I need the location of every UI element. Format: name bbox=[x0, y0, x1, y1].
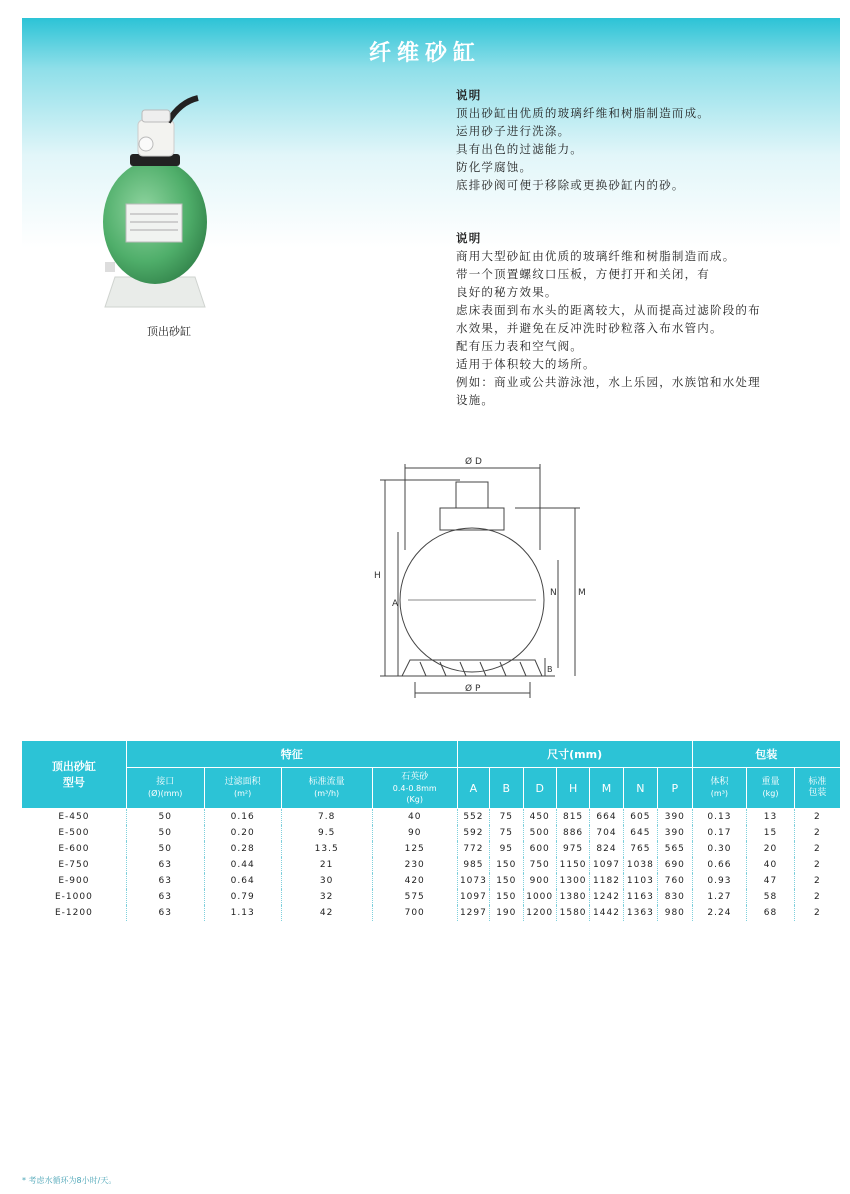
dim-label-b: B bbox=[547, 665, 553, 674]
table-cell: 150 bbox=[490, 873, 523, 889]
sub-header-label: M bbox=[601, 781, 612, 795]
table-cell: 1163 bbox=[623, 889, 657, 905]
table-sub-header bbox=[794, 768, 840, 809]
description-line: 具有出色的过滤能力。 bbox=[456, 142, 583, 156]
description-line: 底排砂阀可便于移除或更换砂缸内的砂。 bbox=[456, 178, 685, 192]
table-cell: 1580 bbox=[556, 905, 589, 921]
table-cell: 95 bbox=[490, 841, 523, 857]
table-cell: 1000 bbox=[523, 889, 556, 905]
table-sub-header bbox=[692, 768, 747, 809]
table-sub-header bbox=[457, 768, 489, 809]
table-cell: 40 bbox=[372, 809, 457, 826]
sub-header-label: 过滤面积 bbox=[224, 777, 261, 787]
sub-header-label: A bbox=[469, 781, 478, 795]
table-cell: 830 bbox=[658, 889, 693, 905]
model-cell: E-450 bbox=[22, 809, 126, 826]
table-cell: 190 bbox=[490, 905, 523, 921]
description-line: 例如：商业或公共游泳池，水上乐园，水族馆和水处理 bbox=[456, 375, 761, 389]
table-sub-header bbox=[590, 768, 623, 809]
table-cell: 0.64 bbox=[204, 873, 281, 889]
table-cell: 0.28 bbox=[204, 841, 281, 857]
table-cell: 63 bbox=[126, 857, 204, 873]
table-sub-header bbox=[523, 768, 556, 809]
table-cell: 575 bbox=[372, 889, 457, 905]
table-sub-header-row bbox=[22, 768, 840, 809]
table-cell: 1200 bbox=[523, 905, 556, 921]
table-cell: 500 bbox=[523, 825, 556, 841]
table-cell: 30 bbox=[281, 873, 372, 889]
table-cell: 0.93 bbox=[692, 873, 747, 889]
sub-header-label: D bbox=[535, 781, 544, 795]
table-cell: 150 bbox=[490, 889, 523, 905]
table-sub-header bbox=[658, 768, 693, 809]
table-cell: 1363 bbox=[623, 905, 657, 921]
table-sub-header bbox=[372, 768, 457, 809]
table-cell: 1.13 bbox=[204, 905, 281, 921]
table-cell: 0.66 bbox=[692, 857, 747, 873]
table-cell: 0.44 bbox=[204, 857, 281, 873]
table-cell: 1097 bbox=[590, 857, 623, 873]
table-cell: 230 bbox=[372, 857, 457, 873]
sand-filter-product-image bbox=[100, 92, 210, 310]
table-cell: 1073 bbox=[457, 873, 489, 889]
table-cell: 600 bbox=[523, 841, 556, 857]
table-cell: 0.20 bbox=[204, 825, 281, 841]
table-cell: 815 bbox=[556, 809, 589, 826]
table-cell: 2 bbox=[814, 812, 821, 822]
table-cell: 1380 bbox=[556, 889, 589, 905]
table-cell: 390 bbox=[658, 809, 693, 826]
table-cell: 2 bbox=[814, 892, 821, 902]
dimension-drawing bbox=[360, 450, 600, 700]
table-cell: 15 bbox=[747, 825, 795, 841]
table-cell: 760 bbox=[658, 873, 693, 889]
table-cell: 975 bbox=[556, 841, 589, 857]
col-group-features: 特征 bbox=[126, 741, 457, 768]
dim-label-a: A bbox=[392, 599, 399, 609]
table-cell: 592 bbox=[457, 825, 489, 841]
table-sub-header bbox=[623, 768, 657, 809]
description-line: 适用于体积较大的场所。 bbox=[456, 357, 596, 371]
table-cell: 980 bbox=[658, 905, 693, 921]
table-cell: 1442 bbox=[590, 905, 623, 921]
table-cell: 1300 bbox=[556, 873, 589, 889]
table-cell: 690 bbox=[658, 857, 693, 873]
table-cell: 900 bbox=[523, 873, 556, 889]
footnote: * 考虑水循环为8小时/天。 bbox=[22, 1176, 117, 1185]
table-cell: 1297 bbox=[457, 905, 489, 921]
table-cell: 7.8 bbox=[281, 809, 372, 826]
sub-header-label: 接口 bbox=[156, 777, 175, 787]
sub-header-label: P bbox=[671, 781, 679, 795]
table-cell: 63 bbox=[126, 905, 204, 921]
description-line: 顶出砂缸由优质的玻璃纤维和树脂制造而成。 bbox=[456, 106, 710, 120]
description-block-2 bbox=[456, 229, 776, 409]
col-group-package: 包装 bbox=[692, 741, 840, 768]
table-cell: 645 bbox=[623, 825, 657, 841]
table-cell: 450 bbox=[523, 809, 556, 826]
description-line: 带一个顶置螺纹口压板，方便打开和关闭，有 bbox=[456, 267, 710, 281]
dim-label-p: Ø P bbox=[465, 684, 481, 694]
dim-label-d: Ø D bbox=[465, 457, 482, 467]
sub-header-label: 标准流量 bbox=[308, 777, 345, 787]
table-group-header-row bbox=[22, 741, 840, 768]
table-cell: 2.24 bbox=[692, 905, 747, 921]
col-model: 顶出砂缸 型号 bbox=[22, 741, 126, 809]
description-block-1 bbox=[456, 86, 710, 194]
table-cell: 2 bbox=[814, 908, 821, 918]
sub-header-label: 重量 bbox=[761, 777, 780, 787]
table-cell: 2 bbox=[814, 860, 821, 870]
table-sub-header bbox=[204, 768, 281, 809]
table-cell: 765 bbox=[623, 841, 657, 857]
sub-header-label: 石英砂 bbox=[401, 771, 429, 782]
table-cell: 420 bbox=[372, 873, 457, 889]
table-cell: 664 bbox=[590, 809, 623, 826]
product-caption: 顶出砂缸 bbox=[147, 325, 191, 338]
table-cell: 13.5 bbox=[281, 841, 372, 857]
table-cell: 886 bbox=[556, 825, 589, 841]
table-cell: 1242 bbox=[590, 889, 623, 905]
table-cell: 1038 bbox=[623, 857, 657, 873]
table-cell: 390 bbox=[658, 825, 693, 841]
table-cell: 0.16 bbox=[204, 809, 281, 826]
table-cell: 700 bbox=[372, 905, 457, 921]
description-heading: 说明 bbox=[456, 231, 482, 245]
dim-label-m: M bbox=[578, 588, 586, 598]
table-cell: 1182 bbox=[590, 873, 623, 889]
table-cell: 985 bbox=[457, 857, 489, 873]
table-cell: 75 bbox=[490, 809, 523, 826]
table-cell: 750 bbox=[523, 857, 556, 873]
table-cell: 565 bbox=[658, 841, 693, 857]
table-cell: 47 bbox=[747, 873, 795, 889]
page-title: 纤维砂缸 bbox=[368, 41, 481, 66]
table-cell: 9.5 bbox=[281, 825, 372, 841]
sub-header-unit: (Ø)(mm) bbox=[148, 789, 183, 798]
table-sub-header bbox=[126, 768, 204, 809]
description-line: 配有压力表和空气阀。 bbox=[456, 339, 583, 353]
table-cell: 704 bbox=[590, 825, 623, 841]
sub-header-label: N bbox=[636, 781, 645, 795]
table-cell: 0.17 bbox=[692, 825, 747, 841]
table-cell: 1.27 bbox=[692, 889, 747, 905]
table-sub-header bbox=[747, 768, 795, 809]
table-cell: 0.30 bbox=[692, 841, 747, 857]
table-row bbox=[22, 857, 840, 873]
table-sub-header bbox=[281, 768, 372, 809]
table-cell: 63 bbox=[126, 873, 204, 889]
description-line: 水效果，并避免在反冲洗时砂粒落入布水管内。 bbox=[456, 321, 723, 335]
sub-header-label: 标准 包装 bbox=[808, 777, 827, 798]
table-cell: 50 bbox=[126, 809, 204, 826]
table-cell: 1103 bbox=[623, 873, 657, 889]
table-cell: 2 bbox=[814, 844, 821, 854]
table-cell: 90 bbox=[372, 825, 457, 841]
description-line: 设施。 bbox=[456, 393, 495, 407]
sub-header-unit: (kg) bbox=[762, 789, 779, 798]
table-row bbox=[22, 873, 840, 889]
table-cell: 32 bbox=[281, 889, 372, 905]
table-row bbox=[22, 905, 840, 921]
description-line: 良好的秘方效果。 bbox=[456, 285, 558, 299]
description-heading: 说明 bbox=[456, 88, 482, 102]
table-cell: 63 bbox=[126, 889, 204, 905]
col-group-dims: 尺寸(mm) bbox=[457, 741, 692, 768]
sub-header-unit: (m³/h) bbox=[314, 789, 340, 798]
table-row bbox=[22, 809, 840, 826]
table-cell: 75 bbox=[490, 825, 523, 841]
table-row bbox=[22, 841, 840, 857]
table-cell: 40 bbox=[747, 857, 795, 873]
spec-table bbox=[22, 741, 840, 921]
model-cell: E-1000 bbox=[22, 889, 126, 905]
table-cell: 50 bbox=[126, 825, 204, 841]
sub-header-label: H bbox=[568, 781, 578, 795]
table-cell: 605 bbox=[623, 809, 657, 826]
table-cell: 68 bbox=[747, 905, 795, 921]
model-cell: E-600 bbox=[22, 841, 126, 857]
table-body bbox=[22, 809, 840, 922]
description-line: 商用大型砂缸由优质的玻璃纤维和树脂制造而成。 bbox=[456, 249, 736, 263]
sub-header-unit: 0.4-0.8mm (Kg) bbox=[392, 783, 437, 804]
model-cell: E-1200 bbox=[22, 905, 126, 921]
table-cell: 824 bbox=[590, 841, 623, 857]
table-cell: 20 bbox=[747, 841, 795, 857]
table-cell: 58 bbox=[747, 889, 795, 905]
description-line: 虑床表面到布水头的距离较大，从而提高过滤阶段的布 bbox=[456, 303, 761, 317]
dim-label-n: N bbox=[550, 588, 557, 598]
table-cell: 1097 bbox=[457, 889, 489, 905]
table-sub-header bbox=[556, 768, 589, 809]
model-cell: E-500 bbox=[22, 825, 126, 841]
table-cell: 150 bbox=[490, 857, 523, 873]
sub-header-label: B bbox=[502, 781, 511, 795]
model-cell: E-900 bbox=[22, 873, 126, 889]
sub-header-label: 体积 bbox=[710, 777, 729, 787]
table-sub-header bbox=[490, 768, 523, 809]
table-cell: 13 bbox=[747, 809, 795, 826]
table-cell: 1150 bbox=[556, 857, 589, 873]
table-cell: 0.79 bbox=[204, 889, 281, 905]
table-cell: 50 bbox=[126, 841, 204, 857]
sub-header-unit: (m²) bbox=[234, 789, 252, 798]
table-cell: 2 bbox=[814, 876, 821, 886]
sub-header-unit: (m³) bbox=[710, 789, 729, 798]
table-cell: 21 bbox=[281, 857, 372, 873]
table-cell: 0.13 bbox=[692, 809, 747, 826]
table-row bbox=[22, 889, 840, 905]
table-cell: 772 bbox=[457, 841, 489, 857]
table-cell: 125 bbox=[372, 841, 457, 857]
description-line: 运用砂子进行洗涤。 bbox=[456, 124, 571, 138]
model-cell: E-750 bbox=[22, 857, 126, 873]
table-row bbox=[22, 825, 840, 841]
description-line: 防化学腐蚀。 bbox=[456, 160, 533, 174]
table-cell: 552 bbox=[457, 809, 489, 826]
table-cell: 42 bbox=[281, 905, 372, 921]
table-cell: 2 bbox=[814, 828, 821, 838]
dim-label-h: H bbox=[374, 571, 381, 581]
